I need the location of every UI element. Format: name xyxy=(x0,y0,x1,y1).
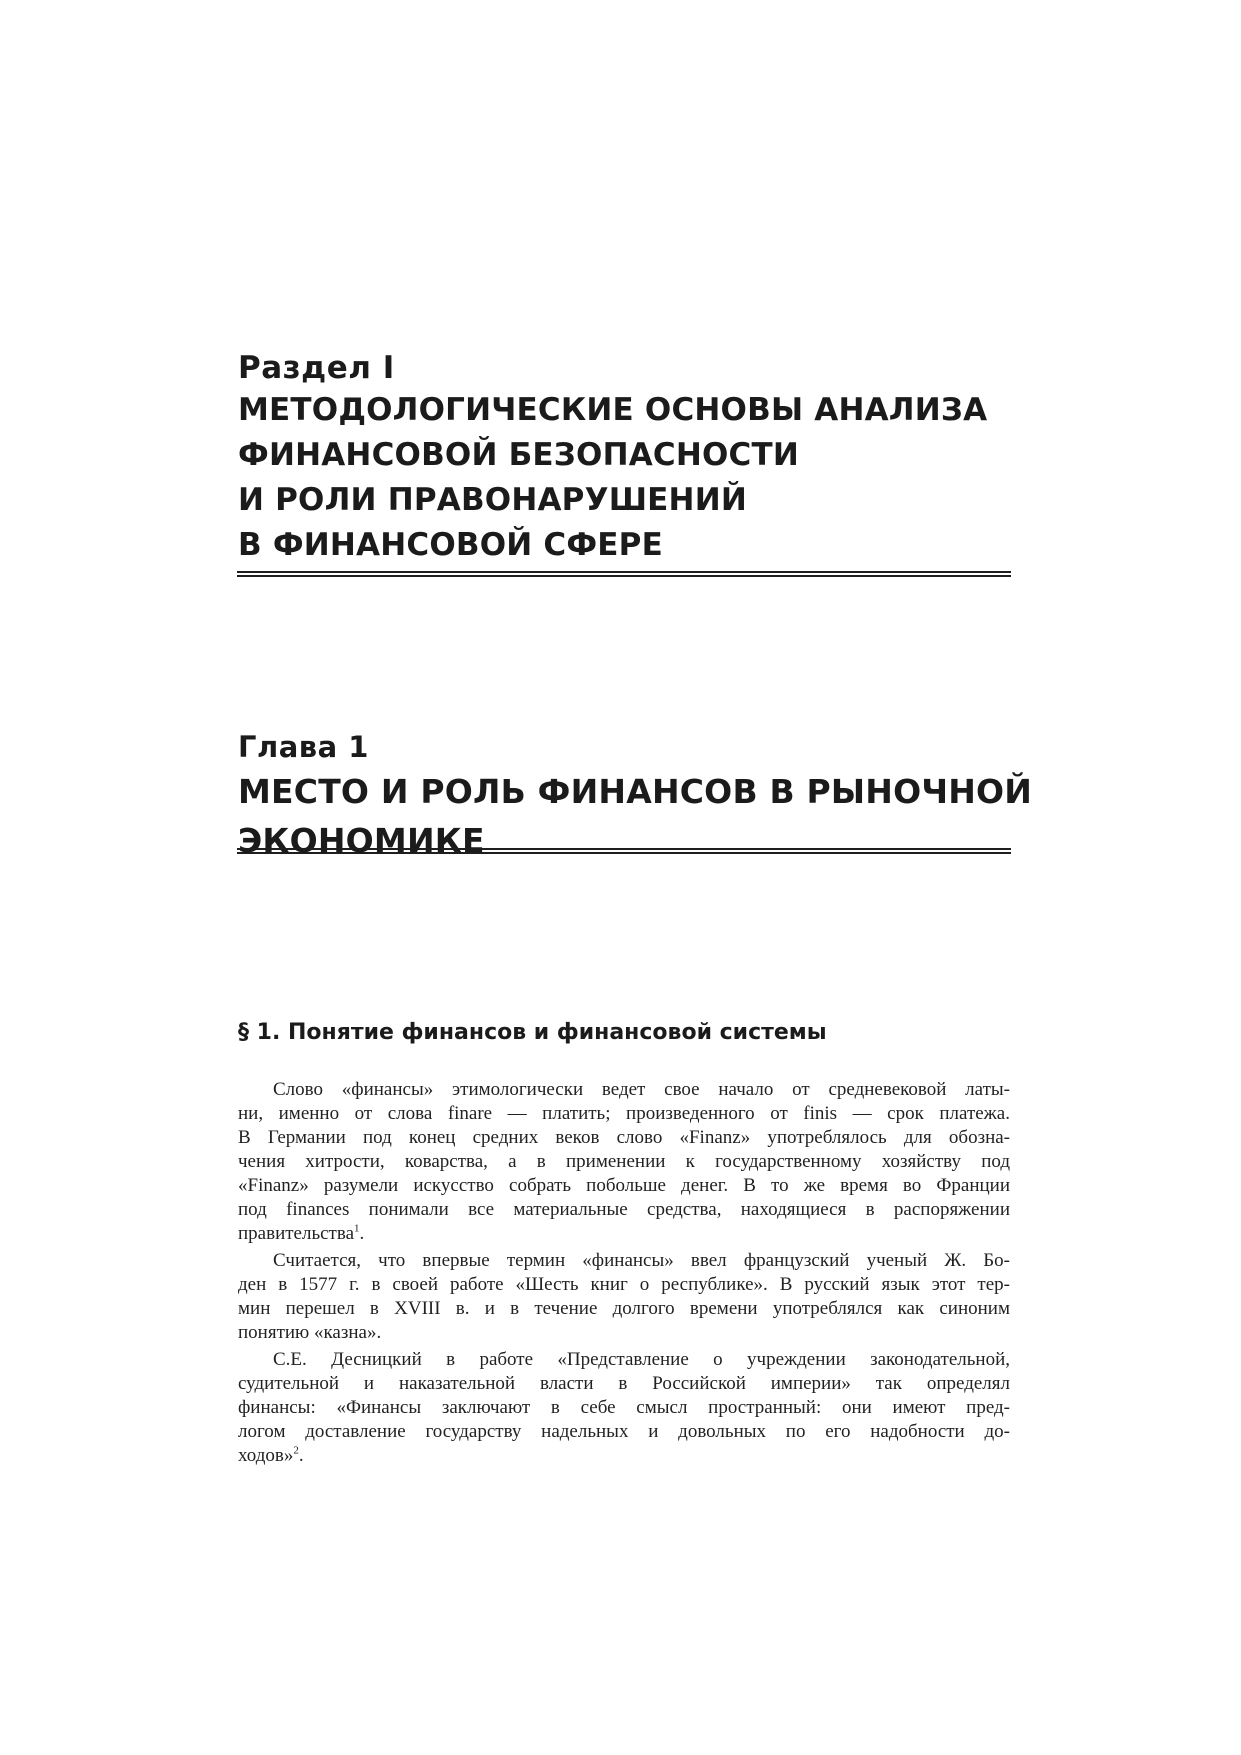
section-double-rule xyxy=(237,571,1011,577)
chapter-title-line: ЭКОНОМИКЕ xyxy=(238,821,485,860)
text-fragment: ходов» xyxy=(238,1445,294,1466)
paragraph-1 xyxy=(238,1078,1010,1246)
chapter-title-line: МЕСТО И РОЛЬ ФИНАНСОВ В РЫНОЧНОЙ xyxy=(238,772,1033,811)
text-line xyxy=(238,1222,1010,1246)
chapter-double-rule xyxy=(237,848,1011,854)
section-title-line: В ФИНАНСОВОЙ СФЕРЕ xyxy=(238,527,663,563)
section-title-line: ФИНАНСОВОЙ БЕЗОПАСНОСТИ xyxy=(238,437,799,473)
text-fragment: . xyxy=(359,1223,365,1244)
section-heading xyxy=(238,348,1010,568)
text-line: логом доставление государству надельных и довольных по его надобности до- xyxy=(238,1421,1010,1442)
chapter-heading xyxy=(238,727,1033,865)
section-label: Раздел I xyxy=(238,350,395,386)
section-title-line: МЕТОДОЛОГИЧЕСКИЕ ОСНОВЫ АНАЛИЗА xyxy=(238,392,988,428)
text-line: «Finanz» разумели искусство собрать побольше денег. В то же время во Франции xyxy=(238,1175,1010,1196)
text-line: Слово «финансы» этимологически ведет свое начало от средневековой латы- xyxy=(273,1079,1010,1100)
text-line: С.Е. Десницкий в работе «Представление о учреждении законодательной, xyxy=(273,1349,1010,1370)
text-line: В Германии под конец средних веков слово «Finanz» употреблялось для обозна- xyxy=(238,1127,1010,1148)
text-line: ден в 1577 г. в своей работе «Шесть книг о республике». В русский язык этот тер- xyxy=(238,1274,1010,1295)
text-line: Считается, что впервые термин «финансы» ввел французский ученый Ж. Бо- xyxy=(273,1250,1010,1271)
body-text xyxy=(238,1078,1010,1471)
footnote-marker: 2 xyxy=(293,1444,299,1457)
footnote-marker: 1 xyxy=(354,1222,360,1235)
text-line: финансы: «Финансы заключают в себе смысл пространный: они имеют пред- xyxy=(238,1397,1010,1418)
text-line xyxy=(238,1444,1010,1468)
paragraph-heading: § 1. Понятие финансов и финансовой системы xyxy=(238,1020,827,1045)
text-line: под finances понимали все материальные средства, находящиеся в распоряжении xyxy=(238,1199,1010,1220)
text-line: мин перешел в XVIII в. и в течение долгого времени употреблялся как синоним xyxy=(238,1298,1010,1319)
text-fragment: . xyxy=(298,1445,304,1466)
text-line: понятию «казна». xyxy=(238,1322,382,1343)
text-fragment: правительства xyxy=(238,1223,355,1244)
text-line: ни, именно от слова finare — платить; произведенного от finis — срок платежа. xyxy=(238,1103,1010,1124)
paragraph-3 xyxy=(238,1348,1010,1468)
chapter-label: Глава 1 xyxy=(238,730,369,764)
text-line: чения хитрости, коварства, а в применении к государственному хозяйству под xyxy=(238,1151,1010,1172)
paragraph-2 xyxy=(238,1249,1010,1345)
text-line: судительной и наказательной власти в Российской империи» так определял xyxy=(238,1373,1010,1394)
section-title-line: И РОЛИ ПРАВОНАРУШЕНИЙ xyxy=(238,482,747,518)
